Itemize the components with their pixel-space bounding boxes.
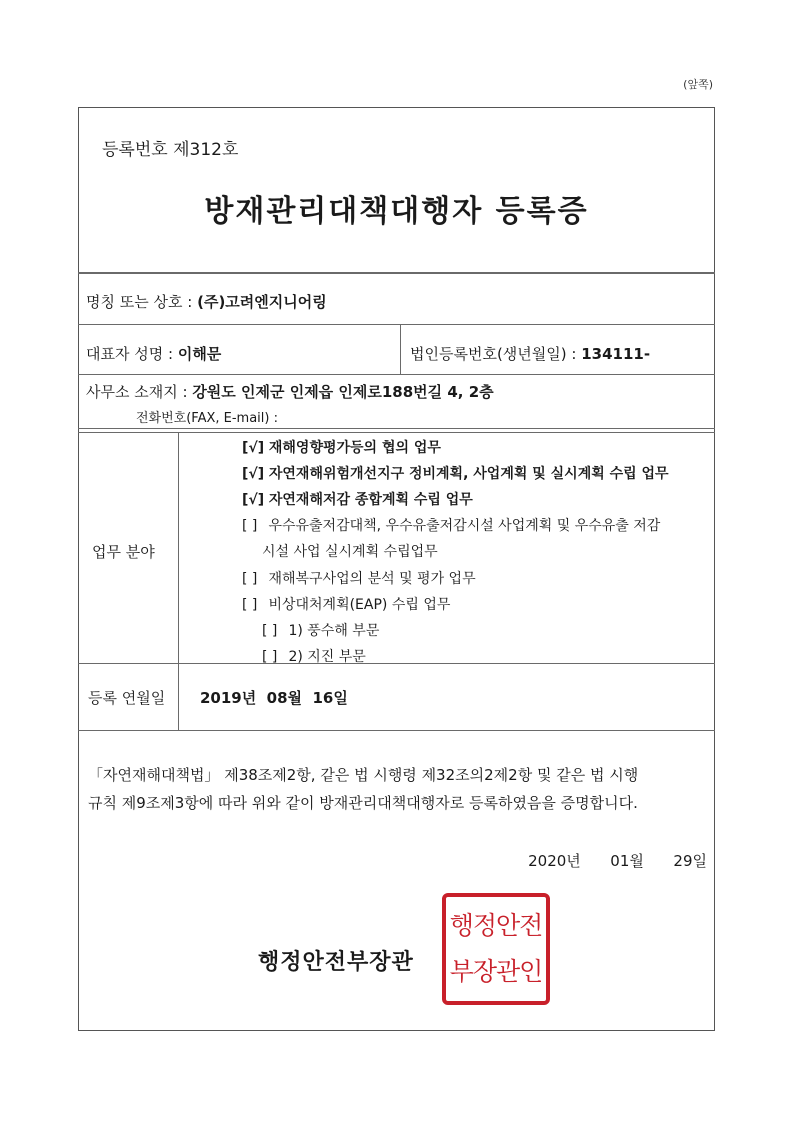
divider-office-2 — [78, 432, 715, 433]
corp-reg-field — [410, 343, 650, 364]
business-subitem-2 — [262, 646, 366, 666]
business-item-text: 재해복구사업의 분석 및 평가 업무 — [268, 571, 476, 587]
business-item-6 — [242, 594, 450, 614]
certification-line-1: 「자연재해대책법」 제38조제2항, 같은 법 시행령 제32조의2제2항 및 같은 법 시행 — [88, 766, 639, 784]
representative-field — [86, 343, 221, 364]
checkbox-empty: [ ] — [262, 649, 278, 665]
seal-line-1: 행정안전 — [449, 911, 543, 940]
office-field — [86, 381, 494, 402]
front-side-label: (앞쪽) — [683, 78, 713, 91]
business-item-4 — [242, 515, 660, 535]
checkbox-checked: [√] — [242, 440, 265, 456]
issue-date: 2020년 01월 29일 — [528, 852, 707, 870]
business-item-text: 비상대처계획(EAP) 수립 업무 — [268, 597, 451, 613]
divider-vertical-label — [178, 432, 179, 730]
corp-reg-value: 134111- — [581, 345, 651, 363]
business-item-text: 재해영향평가등의 협의 업무 — [268, 440, 441, 456]
divider-rep — [78, 374, 715, 375]
divider-business — [78, 663, 715, 664]
business-label: 업무 분야 — [92, 543, 155, 561]
business-item-text: 우수유출저감대책, 우수유출저감시설 사업계획 및 우수유출 저감 — [268, 518, 661, 534]
certification-line-2: 규칙 제9조제3항에 따라 위와 같이 방재관리대책대행자로 등록하였음을 증명합니다. — [88, 794, 638, 812]
issuer-name: 행정안전부장관 — [258, 950, 414, 975]
checkbox-empty: [ ] — [262, 623, 278, 639]
official-seal — [442, 893, 550, 1005]
checkbox-empty: [ ] — [242, 597, 258, 613]
divider-vertical-rep — [400, 324, 401, 374]
business-item-2 — [242, 463, 669, 483]
checkbox-empty: [ ] — [242, 518, 258, 534]
divider-name — [78, 324, 715, 325]
business-item-3 — [242, 489, 473, 509]
representative-label: 대표자 성명 : — [86, 345, 174, 363]
checkbox-checked: [√] — [242, 466, 265, 482]
name-field — [86, 291, 327, 312]
name-label: 명칭 또는 상호 : — [86, 293, 193, 311]
office-value: 강원도 인제군 인제읍 인제로188번길 4, 2층 — [192, 383, 494, 401]
checkbox-empty: [ ] — [242, 571, 258, 587]
divider-header — [78, 272, 715, 274]
name-value: (주)고려엔지니어링 — [197, 293, 327, 311]
contact-label: 전화번호(FAX, E-mail) : — [136, 411, 278, 426]
checkbox-checked: [√] — [242, 492, 265, 508]
page-title: 방재관리대책대행자 등록증 — [204, 194, 589, 229]
divider-date — [78, 730, 715, 731]
representative-value: 이해문 — [177, 345, 222, 363]
business-item-text: 2) 지진 부문 — [288, 649, 366, 665]
reg-date-value: 2019년 08월 16일 — [200, 689, 348, 707]
business-item-1 — [242, 437, 441, 457]
business-item-4-continuation: 시설 사업 실시계획 수립업무 — [262, 544, 438, 560]
business-subitem-1 — [262, 620, 379, 640]
business-item-text: 1) 풍수해 부문 — [288, 623, 380, 639]
corp-reg-label: 법인등록번호(생년월일) : — [410, 345, 577, 363]
business-item-5 — [242, 568, 476, 588]
office-label: 사무소 소재지 : — [86, 383, 188, 401]
seal-line-2: 부장관인 — [449, 957, 543, 986]
registration-number: 등록번호 제312호 — [102, 140, 239, 160]
divider-office-1 — [78, 428, 715, 429]
business-item-text: 자연재해저감 종합계획 수립 업무 — [268, 492, 473, 508]
business-item-text: 자연재해위험개선지구 정비계획, 사업계획 및 실시계획 수립 업무 — [268, 466, 669, 482]
reg-date-label: 등록 연월일 — [88, 689, 166, 707]
